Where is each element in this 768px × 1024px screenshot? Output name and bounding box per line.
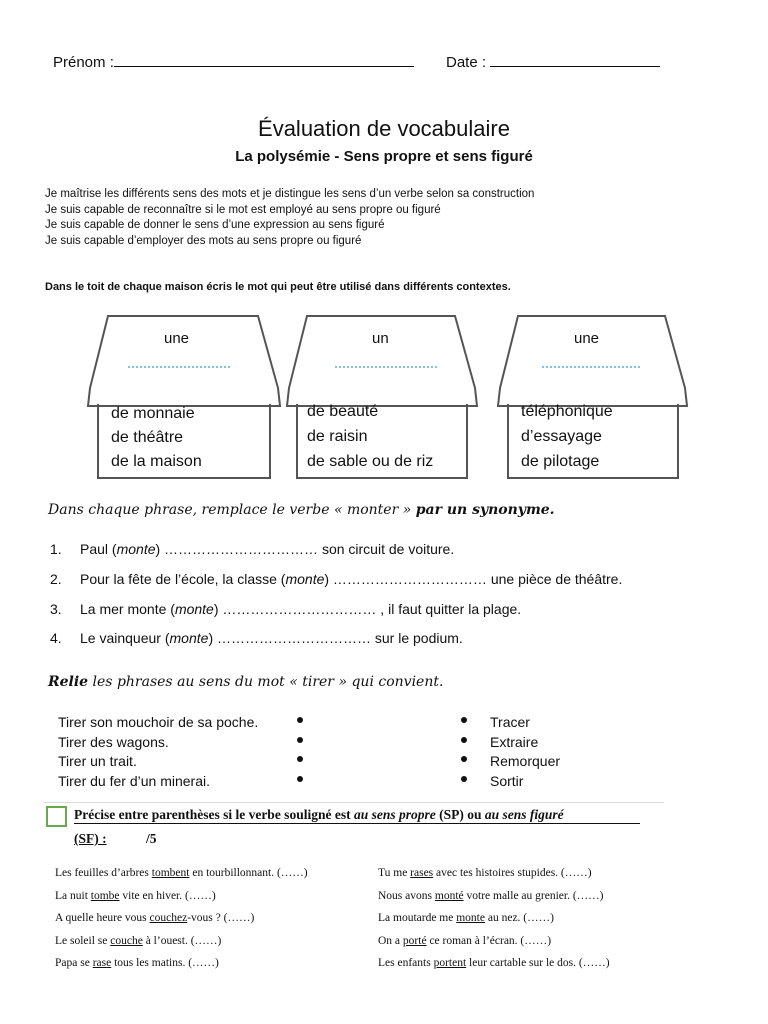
exercise-line-4: 4. Le vainqueur (monte) …………………………… sur le podium. <box>50 630 463 646</box>
house-line: téléphonique <box>521 403 613 420</box>
relie-right-item: Remorquer <box>490 753 561 769</box>
sentence: Nous avons monté votre malle au grenier. (……) <box>378 889 604 902</box>
relie-instruction-text: les phrases au sens du mot « tirer » qui convient. <box>92 674 444 690</box>
house-line: de théâtre <box>111 429 184 446</box>
house-2-article: un <box>372 330 389 347</box>
instruction-underline <box>74 823 640 824</box>
sentence: Les enfants portent leur cartable sur le dos. (……) <box>378 957 610 969</box>
relie-left-item: Tirer du fer d’un minerai. <box>58 772 210 789</box>
skills-list <box>45 187 534 249</box>
houses-instruction: Dans le toit de chaque maison écris le mot qui peut être utilisé dans différents contextes. <box>45 281 511 293</box>
monter-instruction-text: Dans chaque phrase, remplace le verbe « monter » <box>48 502 412 518</box>
sentence: Papa se rase tous les matins. (……) <box>55 957 219 969</box>
relie-left-dot[interactable] <box>297 737 303 743</box>
sentence: Les feuilles d’arbres tombent en tourbillonnant. (……) <box>55 867 308 879</box>
sentence: Le soleil se couche à l’ouest. (……) <box>55 934 222 947</box>
house-line: de raisin <box>307 428 368 445</box>
skill-item: Je maîtrise les différents sens des mots et je distingue les sens d’un verbe selon sa construction <box>45 188 535 200</box>
house-2-lines <box>307 399 433 474</box>
prenom-field[interactable] <box>53 52 414 71</box>
date-field[interactable] <box>446 52 660 71</box>
relie-right-list <box>490 713 560 791</box>
relie-left-item: Tirer son mouchoir de sa poche. <box>58 714 259 730</box>
exercise-line-1: 1. Paul (monte) …………………………… son circuit de voiture. <box>50 541 455 557</box>
date-line <box>490 52 660 67</box>
house-line: de beauté <box>307 403 379 420</box>
relie-right-dot[interactable] <box>461 717 467 723</box>
sentence: On a porté ce roman à l’écran. (……) <box>378 934 552 947</box>
house-line: de monnaie <box>111 405 195 422</box>
house-1-article: une <box>164 330 190 347</box>
prenom-label: Prénom : <box>53 54 114 71</box>
monter-instruction-bold: par un synonyme. <box>415 502 555 518</box>
house-line: d’essayage <box>521 428 602 445</box>
relie-right-dot[interactable] <box>461 756 467 762</box>
page-title: Évaluation de vocabulaire <box>258 116 510 141</box>
relie-left-dot[interactable] <box>297 756 303 762</box>
house-3-article: une <box>574 330 600 347</box>
house-line: de pilotage <box>521 453 600 470</box>
exercise-line-2: 2. Pour la fête de l’école, la classe (monte) …………………………… une pièce de théâtre. <box>50 571 623 587</box>
relie-left-list <box>58 713 258 791</box>
relie-right-item: Extraire <box>490 733 539 750</box>
skill-item: Je suis capable d’employer des mots au sens propre ou figuré <box>45 234 362 247</box>
relie-right-dot[interactable] <box>461 737 467 743</box>
house-1-lines <box>111 402 202 474</box>
house-line: de sable ou de riz <box>307 453 434 470</box>
relie-left-item: Tirer un trait. <box>58 753 137 769</box>
exercise-line-3: 3. La mer monte (monte) …………………………… , il faut quitter la plage. <box>50 601 522 617</box>
relie-left-item: Tirer des wagons. <box>58 733 169 750</box>
sf-label: (SF) : <box>74 831 107 846</box>
relie-bold-word: Relie <box>48 674 89 690</box>
sp-instruction: Précise entre parenthèses si le verbe souligné est au sens propre (SP) ou au sens figuré <box>74 807 564 822</box>
relie-right-item: Sortir <box>490 772 524 789</box>
skill-item: Je suis capable de donner le sens d’une expression au sens figuré <box>45 219 385 231</box>
sp-left-list <box>55 862 308 975</box>
score: /5 <box>146 831 157 846</box>
sentence: A quelle heure vous couchez-vous ? (……) <box>55 912 255 924</box>
relie-left-dot[interactable] <box>297 717 303 723</box>
house-line: de la maison <box>111 453 202 470</box>
page-subtitle: La polysémie - Sens propre et sens figuré <box>235 148 533 165</box>
sp-right-list <box>378 862 610 975</box>
sentence: Tu me rases avec tes histoires stupides. (……) <box>378 867 592 879</box>
sentence: La nuit tombe vite en hiver. (……) <box>55 889 216 902</box>
section-checkbox[interactable] <box>46 806 67 827</box>
relie-right-item: Tracer <box>490 714 530 730</box>
sentence: La moutarde me monte au nez. (……) <box>378 912 554 924</box>
relie-left-dot[interactable] <box>297 776 303 782</box>
prenom-line <box>114 52 414 67</box>
monter-instruction <box>48 502 555 518</box>
skill-item: Je suis capable de reconnaître si le mot est employé au sens propre ou figuré <box>45 203 441 216</box>
relie-instruction <box>48 674 443 690</box>
section-divider <box>44 802 664 803</box>
date-label: Date : <box>446 54 487 71</box>
relie-right-dot[interactable] <box>461 776 467 782</box>
house-3-lines <box>521 399 613 474</box>
